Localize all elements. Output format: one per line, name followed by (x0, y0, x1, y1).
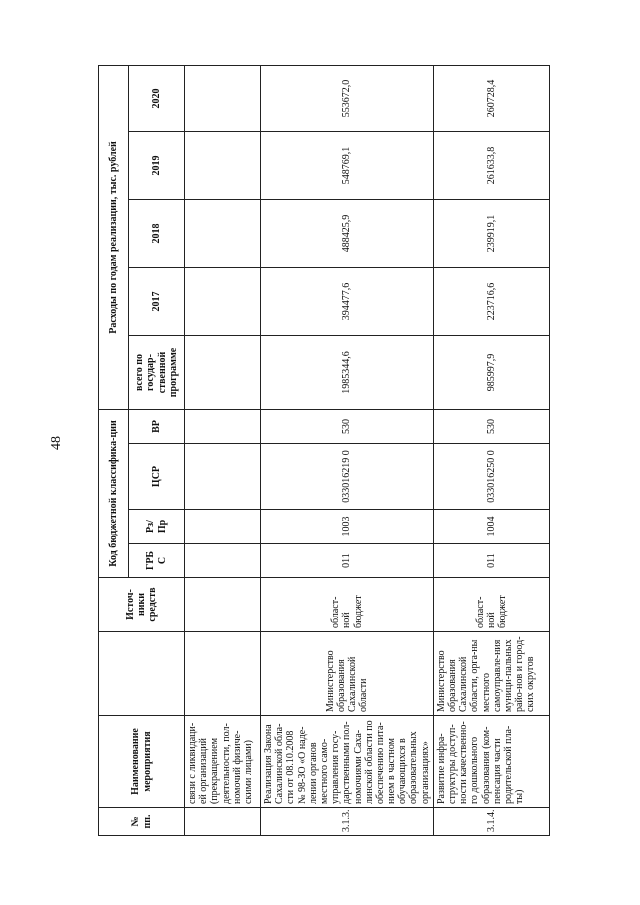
header-2018: 2018 (129, 200, 185, 268)
cell-2018: 239919,1 (433, 200, 549, 268)
header-executor (99, 632, 185, 716)
cell-name: связи с ликвидаци-ей организаций (прекращением деятельности, пол-номочий физиче-скими лицами) (185, 716, 261, 808)
cell-rzpr: 1004 (433, 510, 549, 544)
cell-rzpr: 1003 (261, 510, 434, 544)
table-row (185, 66, 261, 836)
cell-2017 (185, 268, 261, 336)
header-vr: ВР (129, 410, 185, 444)
cell-grbs: 011 (433, 544, 549, 578)
cell-executor (185, 632, 261, 716)
cell-grbs (185, 544, 261, 578)
cell-source: област-ной бюджет (433, 578, 549, 632)
cell-2017: 223716,6 (433, 268, 549, 336)
header-budget-code: Код бюджетной классифика-ции (99, 410, 129, 578)
cell-num: 3.1.3. (261, 808, 434, 836)
cell-source: област-ной бюджет (261, 578, 434, 632)
cell-total (185, 336, 261, 410)
cell-2020: 553672,0 (261, 66, 434, 132)
cell-vr (185, 410, 261, 444)
header-name: Наименование мероприятия (99, 716, 185, 808)
cell-name: Реализация Закона Сахалинской обла-сти от 08.10.2008 № 98-ЗО «О наде-лении органов местного само-управления госу-дарственными пол-номочиями Саха-линской области по обеспечению пита-нием в частном обучающихся в образовательных организациях» (261, 716, 434, 808)
page-number: 48 (49, 436, 64, 450)
header-grbs: ГРБ С (129, 544, 185, 578)
cell-2020 (185, 66, 261, 132)
cell-rzpr (185, 510, 261, 544)
header-rzpr: Рз/ Пр (129, 510, 185, 544)
header-num: № пп. (99, 808, 185, 836)
cell-csr: 033016219 0 (261, 444, 434, 510)
cell-2019 (185, 132, 261, 200)
cell-2018 (185, 200, 261, 268)
document-table-rotated (98, 66, 540, 836)
cell-vr: 530 (433, 410, 549, 444)
header-sources: Источ-ники средств (99, 578, 185, 632)
table-row (433, 66, 549, 836)
cell-2017: 394477,6 (261, 268, 434, 336)
cell-grbs: 011 (261, 544, 434, 578)
budget-table (98, 65, 550, 836)
cell-2020: 260728,4 (433, 66, 549, 132)
cell-executor: Министерство образования Сахалинской области, орга-ны местного самоуправле-ния муници-пальных райо-нов и город-ских округов (433, 632, 549, 716)
cell-total: 1985344,6 (261, 336, 434, 410)
cell-csr: 033016250 0 (433, 444, 549, 510)
header-total: всего по государ-ственной программе (129, 336, 185, 410)
header-2020: 2020 (129, 66, 185, 132)
table-row (261, 66, 434, 836)
cell-num: 3.1.4. (433, 808, 549, 836)
cell-2019: 261633,8 (433, 132, 549, 200)
header-2017: 2017 (129, 268, 185, 336)
header-2019: 2019 (129, 132, 185, 200)
cell-2019: 548769,1 (261, 132, 434, 200)
header-csr: ЦСР (129, 444, 185, 510)
cell-csr (185, 444, 261, 510)
cell-vr: 530 (261, 410, 434, 444)
cell-2018: 488425,9 (261, 200, 434, 268)
cell-name: Развитие инфра-структуры доступ-ности качественно-го дошкольного образования (ком-пенсация части родительской пла-ты) (433, 716, 549, 808)
cell-num (185, 808, 261, 836)
cell-total: 985997,9 (433, 336, 549, 410)
header-expenses: Расходы по годам реализации, тыс. рублей (99, 66, 129, 410)
cell-executor: Министерство образования Сахалинской области (261, 632, 434, 716)
cell-source (185, 578, 261, 632)
